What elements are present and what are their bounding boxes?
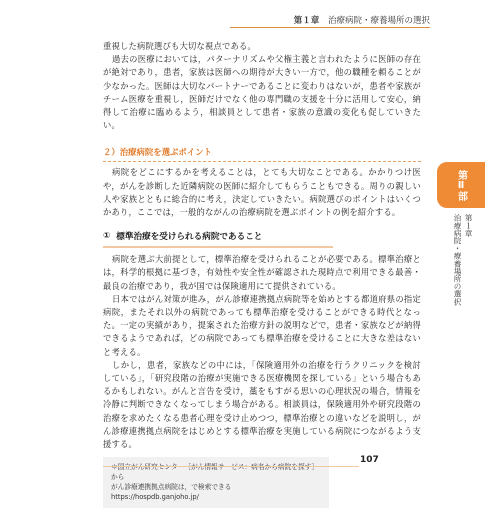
page-number: 107 — [360, 455, 379, 465]
subsection-paragraph-3: しかし，患者，家族などの中には，「保険適用外の治療を行うクリニックを検討している」，「研究段階の治療が実施できる医療機関を探している」という場合もあるかもしれない。がんと言告を受け，藁をもすがる思いの心理状況の場合，情報を冷静に判断できなくなってしまう場合がある。相談員は，保険適用外や研究段階の治療を求めたくなる患者心理を受け止めつつ，標準治療との違いなどを説明し，がん診療連携拠点病院をはじめとする標準治療を実施している病院につながるよう支援する。 — [103, 359, 421, 450]
side-chapter-label — [452, 214, 474, 305]
page-body — [103, 40, 421, 508]
header-rule — [230, 27, 430, 28]
intro-paragraph-2: 過去の医療においては，パターナリズムや父権主義と言われたように医師の存在が絶対であり，患者，家族は医師への期待が大きい一方で，他の職種を頼ることが少なかった。医師は大切なパートナーであることに変わりはないが，患者や家族がチーム医療を重視し，医師だけでなく他の専門職の支援を十分に活用して安心，納得して治療に臨めるよう，相談員として患者・家族の意識の変化も促していきたい。 — [103, 54, 421, 131]
side-chapter: 第１章 — [464, 214, 473, 237]
subsection-paragraph-1: 病院を選ぶ大前提として，標準治療を受けられることが必要である。標準治療とは，科学的根拠に基づき，有効性や安全性が確認された現時点で利用できる最善・最良の治療であり，我が国では保険適用にて提供されている。 — [103, 254, 421, 291]
subsection-number: ① — [103, 231, 111, 242]
footer-rule — [103, 466, 359, 467]
note-line-1: ＊国立がん研究センター［がん情報サービス：病名から病院を探す］から — [111, 463, 319, 482]
section-paragraph: 病院をどこにするかを考えることは，とても大切なことである。かかりつけ医や，がんを診断した近隣病院の医師に紹介してもらうこともできる。周りの親しい人や家族とともに総合的に考え，決定していきたい。病院選びのポイントはいくつかあり，ここでは，一般的ながんの治療病院を選ぶポイントの例を紹介する。 — [103, 167, 421, 218]
subsection-underline — [103, 246, 333, 248]
header-title: 治療病院・療養場所の選択 — [327, 16, 430, 26]
note-url[interactable]: https://hospdb.ganjoho.jp/ — [111, 493, 199, 502]
section-title: ２）治療病院を選ぶポイント — [103, 146, 421, 162]
subsection-title-text: 標準治療を受けられる病院であること — [116, 232, 263, 243]
subsection-title — [103, 230, 421, 242]
part-tab-label: 第Ⅱ部 — [455, 169, 467, 201]
intro-paragraph-1: 重視した病院選びも大切な視点である。 — [103, 41, 256, 51]
note-line-2: がん診療連携拠点病院は，で検索できる — [111, 483, 232, 492]
subsection-paragraph-2: 日本ではがん対策が進み，がん診療連携拠点病院等を始めとする都道府県の指定病院，またそれ以外の病院であっても標準治療を受けることができる時代となった。一定の実績があり，提案された治療方針の説明などで，患者・家族などが納得できるようであれば，どの病院であっても標準治療を受けることに大きな差はないと考える。 — [103, 293, 421, 357]
part-tab — [437, 162, 485, 208]
running-header — [230, 14, 430, 26]
reference-note — [103, 457, 329, 508]
header-chapter: 第１章 — [293, 16, 320, 26]
side-chapter-title: 治療病院・療養場所の選択 — [453, 214, 462, 306]
